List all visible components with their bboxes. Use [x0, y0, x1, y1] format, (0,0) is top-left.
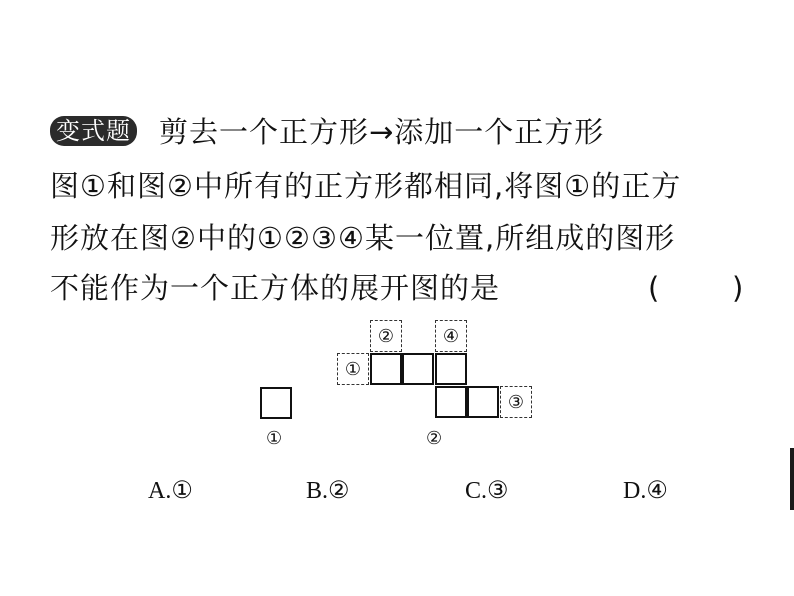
position-2-label: ② — [377, 325, 395, 347]
question-line-4: 不能作为一个正方体的展开图的是 — [50, 271, 501, 305]
question-line-1 — [50, 112, 604, 152]
answer-paren-close: ) — [732, 271, 744, 305]
net-square — [435, 353, 467, 385]
question-line-3: 形放在图②中的①②③④某一位置,所组成的图形 — [50, 221, 676, 255]
option-b[interactable]: B.② — [306, 478, 350, 504]
figure1-square — [260, 387, 292, 419]
answer-paren-open: ( — [648, 271, 660, 305]
figure1-caption: ① — [266, 428, 283, 449]
net-position-4 — [435, 320, 467, 352]
position-3-label: ③ — [507, 391, 525, 413]
figure2-caption: ② — [426, 428, 443, 449]
option-a[interactable]: A.① — [148, 478, 193, 504]
net-square — [402, 353, 434, 385]
variant-badge: 变式题 — [50, 116, 137, 146]
option-c[interactable]: C.③ — [465, 478, 509, 504]
net-position-2 — [370, 320, 402, 352]
question-title: 剪去一个正方形→添加一个正方形 — [159, 115, 605, 149]
net-position-3 — [500, 386, 532, 418]
option-d[interactable]: D.④ — [623, 478, 668, 504]
question-line-2: 图①和图②中所有的正方形都相同,将图①的正方 — [50, 169, 682, 203]
net-position-1 — [337, 353, 369, 385]
net-square — [370, 353, 402, 385]
net-square — [467, 386, 499, 418]
position-4-label: ④ — [442, 325, 460, 347]
position-1-label: ① — [344, 358, 362, 380]
page-edge-divider — [790, 448, 794, 510]
net-square — [435, 386, 467, 418]
